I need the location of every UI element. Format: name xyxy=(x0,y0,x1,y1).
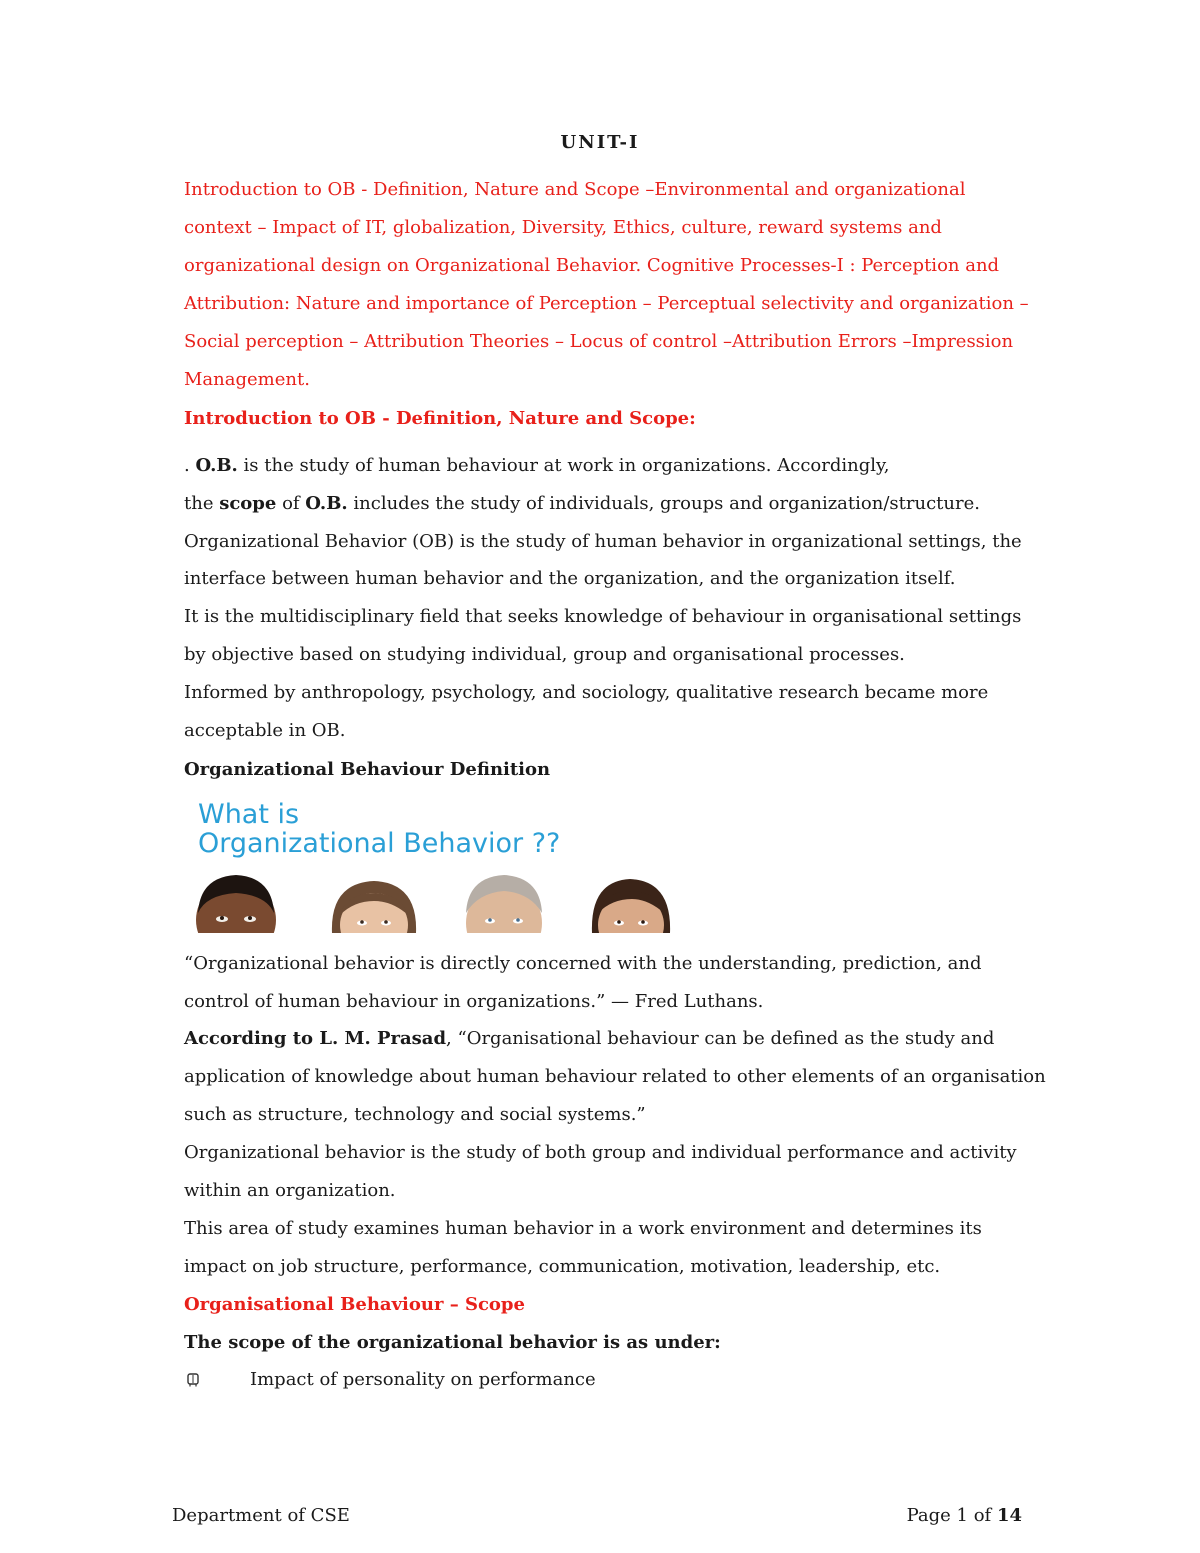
body-line: application of knowledge about human behaviour related to other elements of an organisation xyxy=(184,1066,1046,1087)
face-woman-2 xyxy=(592,879,670,933)
paragraph-prefix: . xyxy=(184,455,196,476)
paragraph-ob-definition xyxy=(184,453,890,479)
syllabus-line-4: Attribution: Nature and importance of Perception – Perceptual selectivity and organization – xyxy=(184,293,1029,314)
syllabus-line-5: Social perception – Attribution Theories – Locus of control –Attribution Errors –Impression xyxy=(184,331,1014,352)
scope-heading: Organisational Behaviour – Scope xyxy=(184,1294,525,1315)
prasad-text: , “Organisational behaviour can be defined as the study and xyxy=(446,1028,995,1049)
syllabus-line-3: organizational design on Organizational Behavior. Cognitive Processes-I : Perception and xyxy=(184,255,1000,276)
body-line: It is the multidisciplinary field that seeks knowledge of behaviour in organisational settings xyxy=(184,606,1022,627)
syllabus-line-6: Management. xyxy=(184,369,310,390)
definition-heading: Organizational Behaviour Definition xyxy=(184,759,551,780)
paragraph-text: is the study of human behaviour at work in organizations. Accordingly, xyxy=(237,455,890,476)
body-line: acceptable in OB. xyxy=(184,720,346,741)
scope-bullet-item: Impact of personality on performance xyxy=(250,1369,596,1390)
body-line: impact on job structure, performance, communication, motivation, leadership, etc. xyxy=(184,1256,941,1277)
bullet-book-icon xyxy=(187,1373,199,1387)
page-number-text: Page 1 of xyxy=(906,1505,997,1526)
quote-line: “Organizational behavior is directly concerned with the understanding, prediction, and xyxy=(184,953,982,974)
face-man-2 xyxy=(466,875,542,933)
prasad-attribution: According to L. M. Prasad xyxy=(184,1028,447,1049)
footer-department: Department of CSE xyxy=(172,1505,350,1526)
face-man-1 xyxy=(196,875,276,933)
ob-term: O.B. xyxy=(195,455,238,476)
body-line: by objective based on studying individual, group and organisational processes. xyxy=(184,644,905,665)
body-line: Organizational Behavior (OB) is the study of human behavior in organizational settings, the xyxy=(184,531,1022,552)
paragraph-ob-scope xyxy=(184,491,980,517)
prasad-definition xyxy=(184,1026,994,1052)
syllabus-line-2: context – Impact of IT, globalization, Diversity, Ethics, culture, reward systems and xyxy=(184,217,942,238)
scope-term: scope xyxy=(219,493,277,514)
body-line: Informed by anthropology, psychology, and sociology, qualitative research became more xyxy=(184,682,989,703)
ob-illustration xyxy=(186,797,704,933)
page-total: 14 xyxy=(996,1505,1022,1526)
paragraph-text: includes the study of individuals, groups and organization/structure. xyxy=(347,493,980,514)
quote-line: control of human behaviour in organizations.” — Fred Luthans. xyxy=(184,991,764,1012)
footer-page-number xyxy=(907,1505,1022,1526)
figure-caption-line-1: What is xyxy=(198,799,300,830)
paragraph-prefix: the xyxy=(184,493,220,514)
face-woman-1 xyxy=(332,881,416,933)
syllabus-line-1: Introduction to OB - Definition, Nature and Scope –Environmental and organizational xyxy=(184,179,966,200)
unit-title: UNIT-I xyxy=(560,132,640,153)
faces-illustration xyxy=(186,797,704,933)
body-line: interface between human behavior and the organization, and the organization itself. xyxy=(184,568,956,589)
scope-intro: The scope of the organizational behavior is as under: xyxy=(184,1332,721,1353)
section-heading-introduction: Introduction to OB - Definition, Nature and Scope: xyxy=(184,408,696,429)
body-line: such as structure, technology and social systems.” xyxy=(184,1104,646,1125)
body-line: within an organization. xyxy=(184,1180,396,1201)
body-line: Organizational behavior is the study of both group and individual performance and activity xyxy=(184,1142,1017,1163)
figure-caption-line-2: Organizational Behavior ?? xyxy=(198,828,561,859)
paragraph-mid: of xyxy=(276,493,306,514)
ob-term: O.B. xyxy=(305,493,348,514)
body-line: This area of study examines human behavior in a work environment and determines its xyxy=(184,1218,982,1239)
